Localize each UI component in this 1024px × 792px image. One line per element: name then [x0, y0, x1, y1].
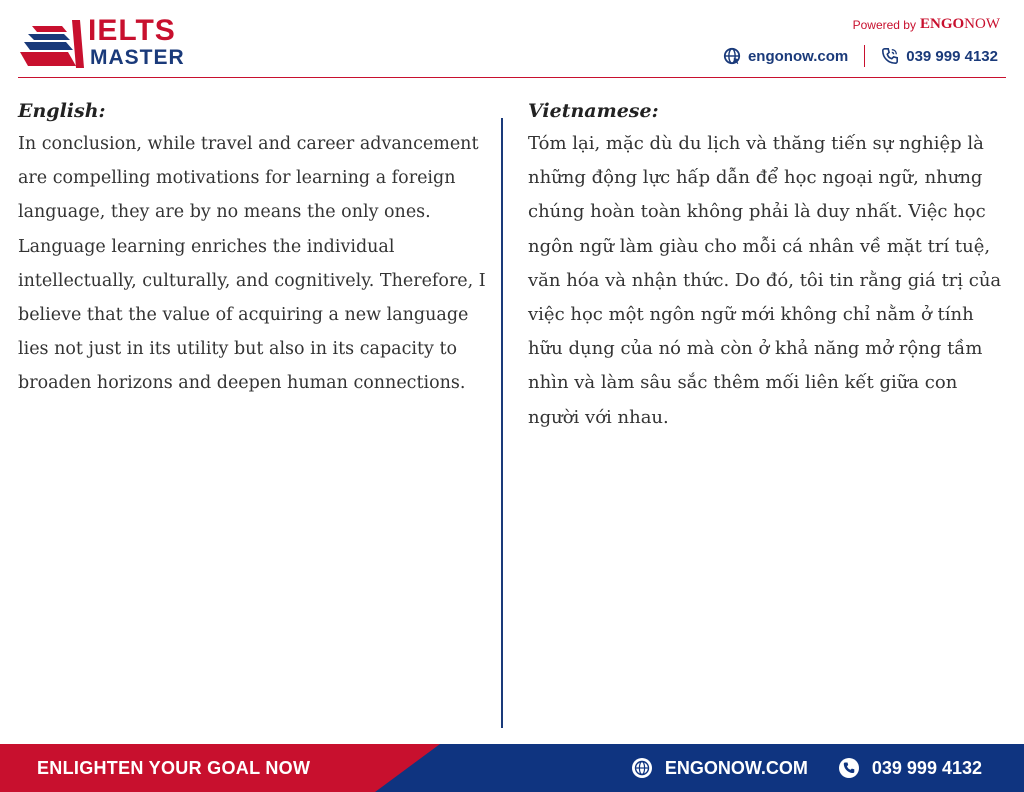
powered-brand: [920, 16, 1000, 33]
logo-ielts-text: IELTS: [88, 14, 176, 47]
footer-website-link[interactable]: ENGONOW.COM: [664, 757, 808, 778]
logo-master-text: MASTER: [90, 46, 185, 69]
english-label: English:: [18, 100, 106, 122]
vietnamese-column: [528, 97, 1012, 435]
powered-brand-engo: ENGO: [919, 16, 965, 32]
header-contact: [723, 44, 998, 68]
vietnamese-text: Tóm lại, mặc dù du lịch và thăng tiến sự nghiệp là những động lực hấp dẫn để học ngoại ngữ, nhưng chúng hoàn toàn không phải là duy nhất. Việc học ngôn ngữ làm giàu cho mỗi cá nhân về mặt trí tuệ, văn hóa và nhận thức. Do đó, tôi tin rằng giá trị của việc học một ngôn ngữ mới không chỉ nằm ở tính hữu dụng của nó mà còn ở khả năng mở rộng tầm nhìn và làm sâu sắc thêm mối liên kết giữa con người với nhau.: [528, 133, 1002, 428]
english-column: [18, 97, 496, 401]
column-divider: [501, 118, 503, 728]
globe-icon: [723, 47, 741, 65]
footer-phone-link[interactable]: 039 999 4132: [871, 757, 982, 778]
header-phone-link[interactable]: 039 999 4132: [906, 47, 998, 65]
vietnamese-label: Vietnamese:: [528, 100, 659, 122]
footer-globe-icon: [631, 757, 653, 779]
logo-book-icon: [18, 12, 90, 70]
header-contact-divider: [864, 45, 865, 67]
header-website-link[interactable]: engonow.com: [747, 47, 849, 65]
powered-brand-now: NOW: [964, 16, 1000, 32]
footer-slogan: ENLIGHTEN YOUR GOAL NOW: [37, 758, 311, 778]
english-text: In conclusion, while travel and career advancement are compelling motivations for learning a foreign language, they are by no means the only ones. Language learning enriches the individual intellectually, culturally, and cognitively. Therefore, I believe that the value of acquiring a new language lies not just in its utility but also in its capacity to broaden horizons and deepen human connections.: [18, 134, 486, 394]
header-divider-line: [18, 77, 1006, 78]
footer-contact: [631, 744, 982, 792]
footer-phone-icon: [838, 757, 860, 779]
footer-bar: [0, 744, 1024, 792]
ielts-master-logo: [18, 12, 198, 72]
powered-by-label: Powered by: [852, 17, 916, 32]
powered-by: [853, 16, 1000, 33]
phone-icon: [881, 47, 899, 65]
